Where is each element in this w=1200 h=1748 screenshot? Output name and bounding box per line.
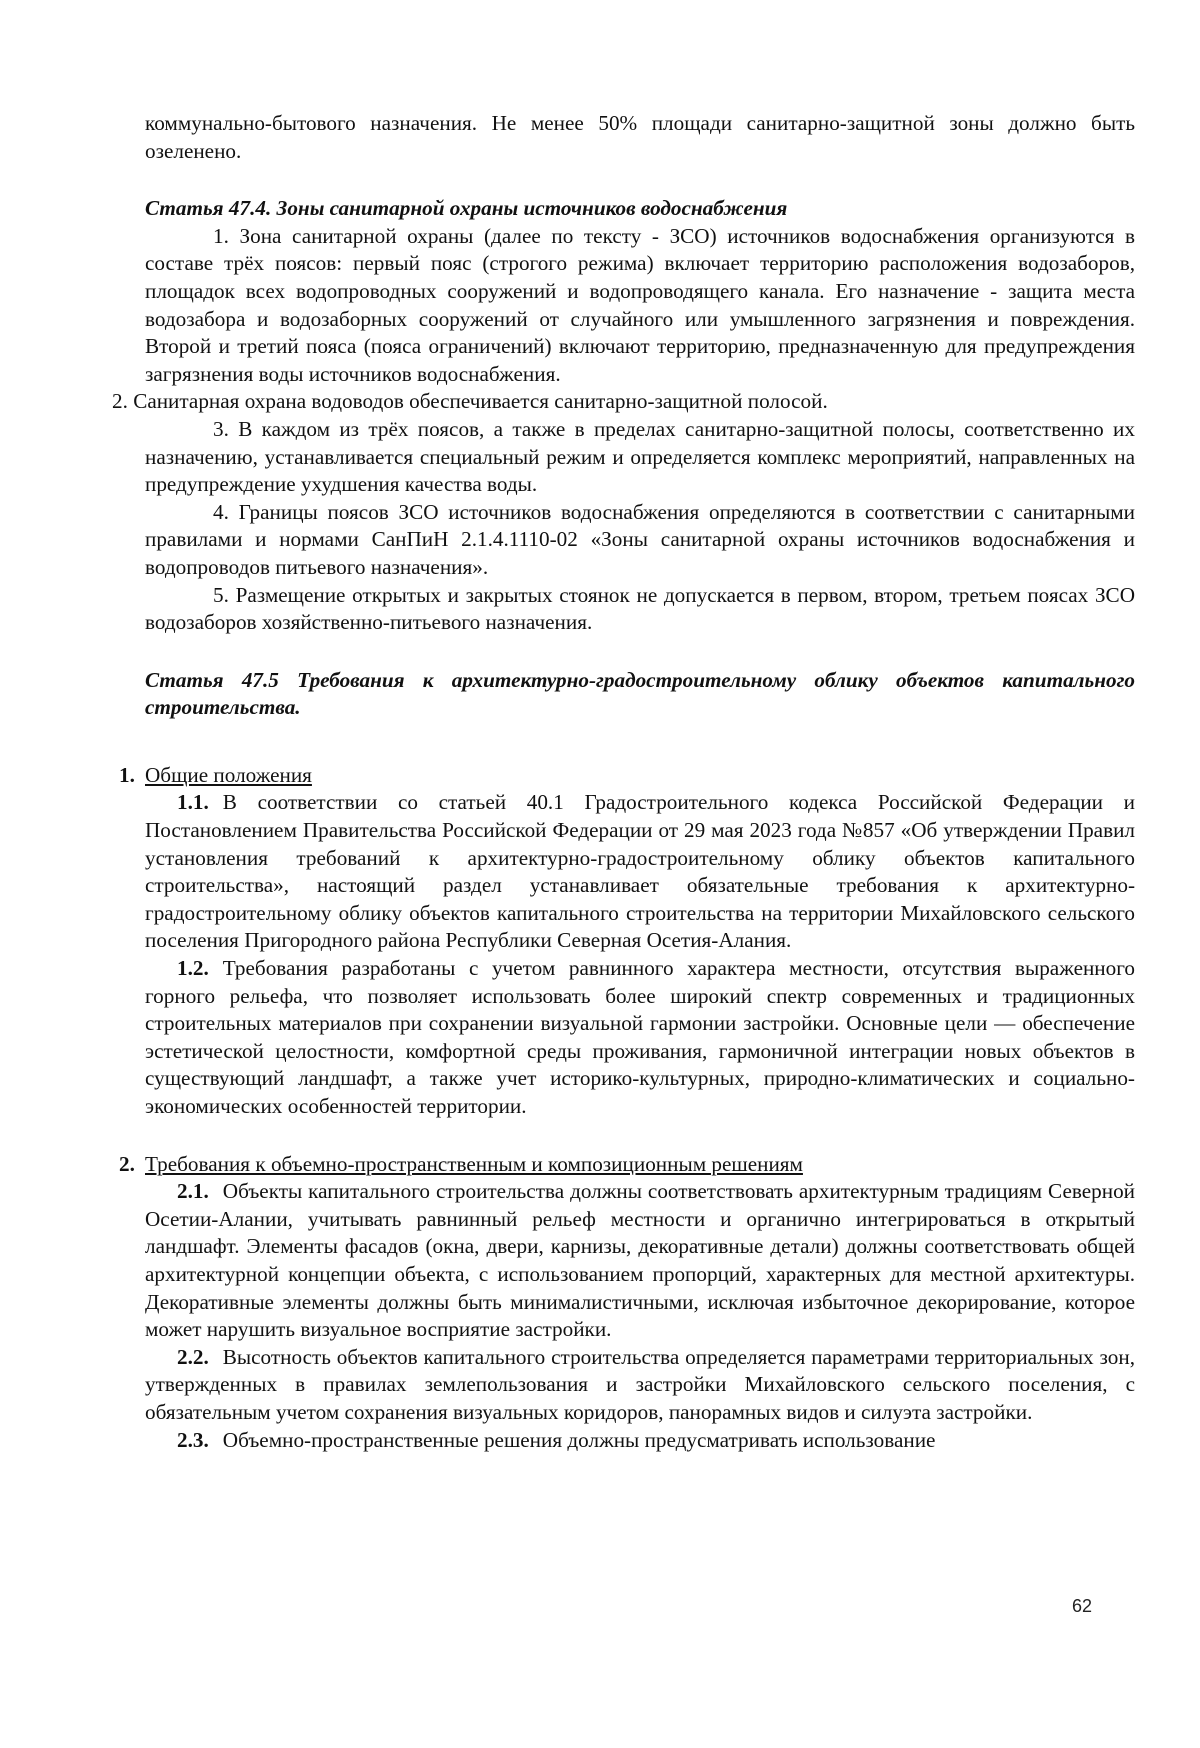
clause-number: 2.1. <box>177 1179 209 1204</box>
continuation-paragraph: коммунально-бытового назначения. Не менее 50% площади санитарно-защитной зоны должно быть озеленено. <box>145 111 1135 163</box>
section-1-heading <box>119 762 1135 790</box>
clause-2-3 <box>145 1427 1135 1455</box>
clause-number: 1.1. <box>177 790 209 815</box>
clause-text: Требования разработаны с учетом равнинного характера местности, отсутствия выраженного горного рельефа, что позволяет использовать более широкий спектр современных и традиционных строительных материалов при сохранении визуальной гармонии застройки. Основные цели — обеспечение эстетической целостности, комфортной среды проживания, гармоничной интеграции новых объектов в существующий ландшафт, а также учет историко-культурных, природно-климатических и социально-экономических особенностей территории. <box>145 956 1135 1118</box>
section-2-number: 2. <box>119 1151 135 1176</box>
article-47-4-paragraph-3: 3. В каждом из трёх поясов, а также в пределах санитарно-защитной полосы, соответственно их назначению, устанавливается специальный режим и определяется комплекс мероприятий, направленных на предупреждение ухудшения качества воды. <box>145 416 1135 497</box>
article-47-4-paragraph-5: 5. Размещение открытых и закрытых стоянок не допускается в первом, втором, третьем поясах ЗСО водозаборов хозяйственно-питьевого назначения. <box>145 582 1135 635</box>
clause-2-2 <box>145 1344 1135 1427</box>
article-47-4-paragraph-4: 4. Границы поясов ЗСО источников водоснабжения определяются в соответствии с санитарными правилами и нормами СанПиН 2.1.4.1110-02 «Зоны санитарной охраны источников водоснабжения и водопроводов питьевого назначения». <box>145 499 1135 579</box>
clause-number: 2.3. <box>177 1427 209 1452</box>
clause-number: 2.2. <box>177 1344 209 1369</box>
section-1-number: 1. <box>119 762 135 787</box>
clause-number: 1.2. <box>177 956 209 981</box>
clause-text: В соответствии со статьей 40.1 Градостроительного кодекса Российской Федерации и Постановлением Правительства Российской Федерации от 29 мая 2023 года №857 «Об утверждении Правил установления требований к архитектурно-градостроительному облику объектов капитального строительства», настоящий раздел устанавливает обязательные требования к архитектурно-градостроительному облику объектов капитального строительства на территории Михайловского сельского поселения Пригородного района Республики Северная Осетия-Алания. <box>145 790 1135 953</box>
clause-text: Высотность объектов капитального строительства определяется параметрами территориальных зон, утвержденных в правилах землепользования и застройки Михайловского сельского поселения, с обязательным учетом сохранения визуальных коридоров, панорамных видов и силуэта застройки. <box>145 1344 1135 1424</box>
section-1 <box>119 762 1135 1121</box>
article-47-4-paragraph-1: 1. Зона санитарной охраны (далее по тексту - ЗСО) источников водоснабжения организуются в составе трёх поясов: первый пояс (строгого режима) включает территорию расположения водозаборов, площадок всех водопроводных сооружений и водопроводящего канала. Его назначение - защита места водозабора и водозаборных сооружений от случайного или умышленного загрязнения и повреждения. Второй и третий пояса (пояса ограничений) включают территорию, предназначенную для предупреждения загрязнения воды источников водоснабжения. <box>145 223 1135 386</box>
clause-1-1 <box>145 789 1135 955</box>
section-2-heading <box>119 1151 1135 1179</box>
section-2 <box>119 1151 1135 1455</box>
article-47-4-paragraph-2: 2. Санитарная охрана водоводов обеспечивается санитарно-защитной полосой. <box>112 389 828 414</box>
section-1-title: Общие положения <box>145 762 312 787</box>
clause-2-1 <box>145 1178 1135 1344</box>
page-content <box>112 110 1135 1454</box>
article-47-5-heading: Статья 47.5 Требования к архитектурно-градостроительному облику объектов капитального строительства. <box>145 667 1135 720</box>
page-number: 62 <box>1072 1596 1093 1616</box>
article-47-4-heading: Статья 47.4. Зоны санитарной охраны источников водоснабжения <box>145 196 788 221</box>
clause-1-2 <box>145 955 1135 1121</box>
section-2-title: Требования к объемно-пространственным и композиционным решениям <box>145 1151 803 1176</box>
clause-text: Объекты капитального строительства должны соответствовать архитектурным традициям Северной Осетии-Алании, учитывать равнинный рельеф местности и органично интегрироваться в открытый ландшафт. Элементы фасадов (окна, двери, карнизы, декоративные детали) должны соответствовать общей архитектурной концепции объекта, с использованием пропорций, характерных для местной архитектуры. Декоративные элементы должны быть минималистичными, исключая избыточное декорирование, которое может нарушить визуальное восприятие застройки. <box>145 1179 1135 1342</box>
clause-text: Объемно-пространственные решения должны предусматривать использование <box>222 1427 936 1452</box>
